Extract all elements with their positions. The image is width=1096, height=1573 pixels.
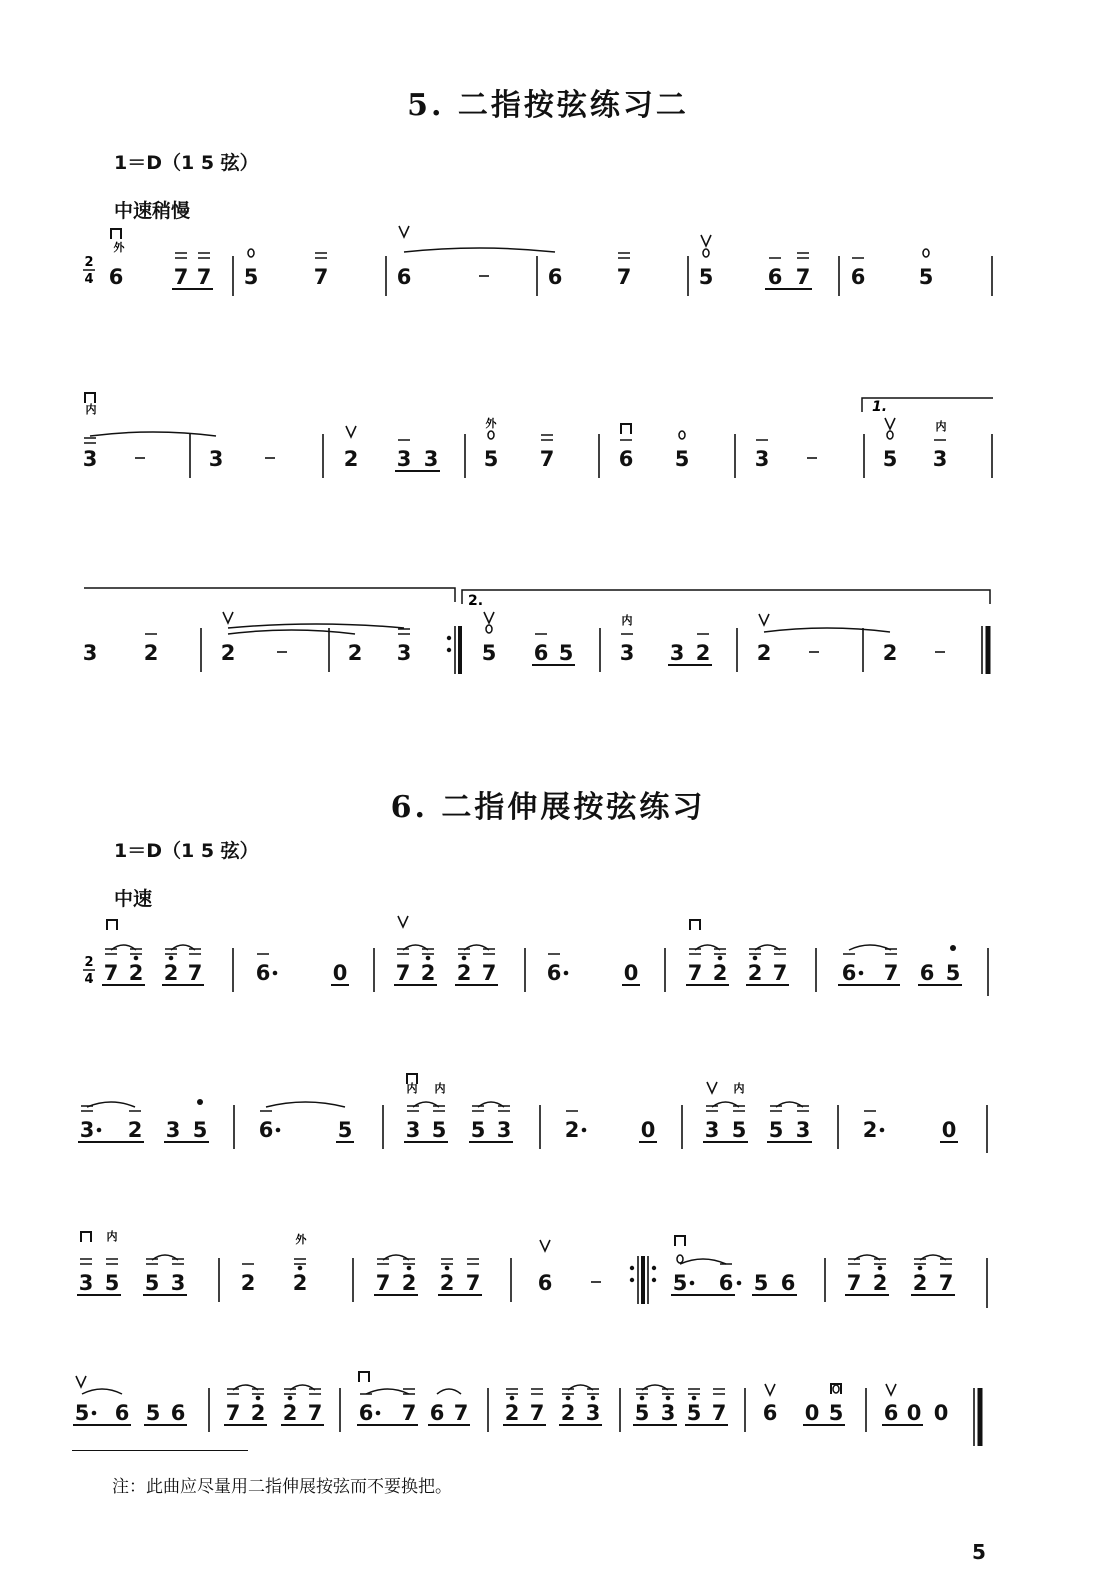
note-100: 2 bbox=[250, 1401, 266, 1425]
note-88: 6 bbox=[718, 1271, 734, 1295]
up-bow-mark bbox=[398, 916, 408, 927]
note-73: 3 bbox=[795, 1118, 811, 1142]
position-mark-wai: 外 bbox=[113, 241, 125, 254]
open-string-mark bbox=[703, 249, 709, 257]
up-bow-mark bbox=[765, 1384, 775, 1395]
note-59: 2 bbox=[127, 1118, 143, 1142]
slur bbox=[90, 432, 216, 436]
note-87: 5 bbox=[672, 1271, 688, 1295]
position-mark-nei: 内 bbox=[621, 614, 633, 627]
note-18: 5 bbox=[483, 447, 499, 471]
open-string-mark bbox=[486, 625, 492, 633]
note-47: 7 bbox=[481, 961, 497, 985]
note-46: 2 bbox=[456, 961, 472, 985]
note-19: 7 bbox=[539, 447, 555, 471]
note-118: 6 bbox=[883, 1401, 899, 1425]
note-61: 5 bbox=[192, 1118, 208, 1142]
note-57: 5 bbox=[945, 961, 961, 985]
up-bow-mark bbox=[885, 418, 895, 429]
down-bow-mark bbox=[675, 1236, 685, 1246]
note-119: 0 bbox=[906, 1401, 922, 1425]
note-33: 3 bbox=[619, 641, 635, 665]
note-52: 2 bbox=[747, 961, 763, 985]
octave-dot bbox=[445, 1266, 450, 1271]
footnote: 注：此曲应尽量用二指伸展按弦而不要换把。 bbox=[112, 1477, 452, 1497]
note-93: 2 bbox=[912, 1271, 928, 1295]
position-mark-nei: 内 bbox=[106, 1230, 118, 1243]
octave-dot bbox=[298, 1266, 303, 1271]
note-25: 3 bbox=[82, 641, 98, 665]
octave-dot bbox=[666, 1396, 671, 1401]
note-72: 5 bbox=[768, 1118, 784, 1142]
augmentation-dot bbox=[376, 1411, 381, 1416]
note-70: 3 bbox=[704, 1118, 720, 1142]
note-45: 2 bbox=[420, 961, 436, 985]
note-102: 7 bbox=[307, 1401, 323, 1425]
note-120: 0 bbox=[933, 1401, 949, 1425]
note-36: 2 bbox=[756, 641, 772, 665]
octave-dot bbox=[169, 956, 174, 961]
note-22: 3 bbox=[754, 447, 770, 471]
note-12: 5 bbox=[918, 265, 934, 289]
note-64: 3 bbox=[405, 1118, 421, 1142]
note-28: 2 bbox=[347, 641, 363, 665]
down-bow-mark bbox=[81, 1232, 91, 1242]
note-106: 7 bbox=[453, 1401, 469, 1425]
note-105: 6 bbox=[429, 1401, 445, 1425]
down-bow-mark bbox=[107, 920, 117, 930]
up-bow-mark bbox=[76, 1376, 86, 1387]
note-114: 7 bbox=[711, 1401, 727, 1425]
piece-1-key: 1＝D（1 5 弦） bbox=[114, 152, 259, 174]
volta-2-label: 2. bbox=[468, 593, 484, 609]
octave-dot bbox=[918, 1266, 923, 1271]
repeat-dot bbox=[447, 648, 451, 652]
up-bow-mark bbox=[399, 226, 409, 237]
volta-1-label: 1. bbox=[872, 399, 888, 415]
repeat-dot bbox=[630, 1266, 634, 1270]
note-54: 6 bbox=[841, 961, 857, 985]
note-63: 5 bbox=[337, 1118, 353, 1142]
open-string-mark bbox=[677, 1255, 683, 1263]
slur bbox=[437, 1389, 461, 1394]
note-67: 3 bbox=[496, 1118, 512, 1142]
staccato-mark bbox=[197, 1099, 203, 1105]
octave-dot bbox=[134, 956, 139, 961]
position-mark-nei: 内 bbox=[85, 403, 97, 416]
volta-bracket bbox=[84, 588, 455, 602]
slur bbox=[82, 1389, 122, 1394]
note-40: 2 bbox=[163, 961, 179, 985]
slur bbox=[87, 1102, 135, 1107]
note-74: 2 bbox=[862, 1118, 878, 1142]
note-7: 7 bbox=[616, 265, 632, 289]
augmentation-dot bbox=[564, 971, 569, 976]
note-86: 6 bbox=[537, 1271, 553, 1295]
note-97: 5 bbox=[145, 1401, 161, 1425]
note-17: 3 bbox=[423, 447, 439, 471]
note-77: 5 bbox=[104, 1271, 120, 1295]
note-10: 7 bbox=[795, 265, 811, 289]
note-13: 3 bbox=[82, 447, 98, 471]
slur bbox=[764, 628, 890, 632]
open-string-mark bbox=[923, 249, 929, 257]
note-6: 6 bbox=[547, 265, 563, 289]
note-14: 3 bbox=[208, 447, 224, 471]
note-2: 7 bbox=[196, 265, 212, 289]
up-bow-mark bbox=[346, 426, 356, 437]
note-34: 3 bbox=[669, 641, 685, 665]
note-65: 5 bbox=[431, 1118, 447, 1142]
note-62: 6 bbox=[258, 1118, 274, 1142]
open-string-mark bbox=[679, 431, 685, 439]
note-103: 6 bbox=[358, 1401, 374, 1425]
augmentation-dot bbox=[737, 1281, 742, 1286]
note-99: 7 bbox=[225, 1401, 241, 1425]
down-bow-mark bbox=[85, 393, 95, 403]
note-50: 7 bbox=[687, 961, 703, 985]
note-111: 5 bbox=[634, 1401, 650, 1425]
slur bbox=[366, 1389, 409, 1394]
note-26: 2 bbox=[143, 641, 159, 665]
note-60: 3 bbox=[165, 1118, 181, 1142]
note-58: 3 bbox=[79, 1118, 95, 1142]
note-91: 7 bbox=[846, 1271, 862, 1295]
augmentation-dot bbox=[273, 971, 278, 976]
note-76: 3 bbox=[78, 1271, 94, 1295]
note-5: 6 bbox=[396, 265, 412, 289]
note-39: 2 bbox=[128, 961, 144, 985]
note-75: 0 bbox=[941, 1118, 957, 1142]
position-mark-nei: 内 bbox=[733, 1082, 745, 1095]
augmentation-dot bbox=[690, 1281, 695, 1286]
augmentation-dot bbox=[880, 1128, 885, 1133]
position-mark-nei: 内 bbox=[406, 1082, 418, 1095]
note-48: 6 bbox=[546, 961, 562, 985]
augmentation-dot bbox=[276, 1128, 281, 1133]
repeat-dot bbox=[630, 1278, 634, 1282]
note-30: 5 bbox=[481, 641, 497, 665]
note-107: 2 bbox=[504, 1401, 520, 1425]
time-sig-1-den: 4 bbox=[84, 272, 94, 287]
down-bow-mark bbox=[111, 229, 121, 239]
augmentation-dot bbox=[97, 1128, 102, 1133]
note-96: 6 bbox=[114, 1401, 130, 1425]
note-8: 5 bbox=[698, 265, 714, 289]
note-24: 3 bbox=[932, 447, 948, 471]
note-68: 2 bbox=[564, 1118, 580, 1142]
slur bbox=[228, 630, 355, 634]
position-mark-wai: 外 bbox=[295, 1233, 307, 1246]
page-number: 5 bbox=[972, 1540, 986, 1564]
note-104: 7 bbox=[401, 1401, 417, 1425]
note-3: 5 bbox=[243, 265, 259, 289]
octave-dot bbox=[288, 1396, 293, 1401]
up-bow-mark bbox=[484, 612, 494, 623]
slur bbox=[266, 1102, 345, 1107]
slur bbox=[849, 945, 891, 950]
octave-dot bbox=[718, 956, 723, 961]
up-bow-mark bbox=[701, 235, 711, 246]
note-56: 6 bbox=[919, 961, 935, 985]
slur bbox=[404, 248, 555, 252]
note-71: 5 bbox=[731, 1118, 747, 1142]
note-53: 7 bbox=[772, 961, 788, 985]
open-string-mark bbox=[833, 1385, 839, 1393]
note-66: 5 bbox=[470, 1118, 486, 1142]
time-sig-2-den: 4 bbox=[84, 972, 94, 987]
time-sig-1-num: 2 bbox=[84, 255, 94, 270]
note-31: 6 bbox=[533, 641, 549, 665]
octave-dot bbox=[566, 1396, 571, 1401]
note-55: 7 bbox=[883, 961, 899, 985]
note-21: 5 bbox=[674, 447, 690, 471]
octave-dot bbox=[878, 1266, 883, 1271]
note-115: 6 bbox=[762, 1401, 778, 1425]
position-mark-nei: 内 bbox=[434, 1082, 446, 1095]
note-90: 6 bbox=[780, 1271, 796, 1295]
piece-2-key: 1＝D（1 5 弦） bbox=[114, 840, 259, 862]
note-69: 0 bbox=[640, 1118, 656, 1142]
note-16: 3 bbox=[396, 447, 412, 471]
note-49: 0 bbox=[623, 961, 639, 985]
octave-dot bbox=[256, 1396, 261, 1401]
piece-2-title: 6. 二指伸展按弦练习 bbox=[390, 790, 706, 825]
time-sig-2-num: 2 bbox=[84, 955, 94, 970]
down-bow-mark bbox=[359, 1372, 369, 1382]
up-bow-mark bbox=[540, 1240, 550, 1251]
piece-1-title: 5. 二指按弦练习二 bbox=[407, 88, 689, 123]
note-113: 5 bbox=[686, 1401, 702, 1425]
note-43: 0 bbox=[332, 961, 348, 985]
repeat-dot bbox=[652, 1266, 656, 1270]
note-42: 6 bbox=[255, 961, 271, 985]
note-0: 6 bbox=[108, 265, 124, 289]
octave-dot bbox=[426, 956, 431, 961]
note-116: 0 bbox=[804, 1401, 820, 1425]
staccato-mark bbox=[950, 945, 956, 951]
up-bow-mark bbox=[759, 614, 769, 625]
note-94: 7 bbox=[938, 1271, 954, 1295]
volta-bracket bbox=[462, 590, 990, 604]
note-117: 5 bbox=[828, 1401, 844, 1425]
note-41: 7 bbox=[187, 961, 203, 985]
note-37: 2 bbox=[882, 641, 898, 665]
note-79: 3 bbox=[170, 1271, 186, 1295]
note-38: 7 bbox=[103, 961, 119, 985]
augmentation-dot bbox=[859, 971, 864, 976]
slur bbox=[680, 1259, 726, 1264]
note-112: 3 bbox=[660, 1401, 676, 1425]
note-23: 5 bbox=[882, 447, 898, 471]
note-44: 7 bbox=[395, 961, 411, 985]
augmentation-dot bbox=[92, 1411, 97, 1416]
note-35: 2 bbox=[695, 641, 711, 665]
footnote-rule bbox=[72, 1450, 248, 1451]
note-29: 3 bbox=[396, 641, 412, 665]
down-bow-mark bbox=[690, 920, 700, 930]
repeat-dot bbox=[652, 1278, 656, 1282]
octave-dot bbox=[591, 1396, 596, 1401]
octave-dot bbox=[692, 1396, 697, 1401]
open-string-mark bbox=[488, 431, 494, 439]
down-bow-mark bbox=[621, 424, 631, 434]
note-101: 2 bbox=[282, 1401, 298, 1425]
note-81: 2 bbox=[292, 1271, 308, 1295]
octave-dot bbox=[510, 1396, 515, 1401]
octave-dot bbox=[753, 956, 758, 961]
note-20: 6 bbox=[618, 447, 634, 471]
note-78: 5 bbox=[144, 1271, 160, 1295]
open-string-mark bbox=[887, 431, 893, 439]
repeat-dot bbox=[447, 636, 451, 640]
octave-dot bbox=[462, 956, 467, 961]
note-83: 2 bbox=[401, 1271, 417, 1295]
note-95: 5 bbox=[74, 1401, 90, 1425]
note-32: 5 bbox=[558, 641, 574, 665]
note-98: 6 bbox=[170, 1401, 186, 1425]
note-4: 7 bbox=[313, 265, 329, 289]
piece-1-tempo: 中速稍慢 bbox=[114, 200, 191, 222]
note-27: 2 bbox=[220, 641, 236, 665]
note-84: 2 bbox=[439, 1271, 455, 1295]
open-string-mark bbox=[248, 249, 254, 257]
note-1: 7 bbox=[173, 265, 189, 289]
position-mark-nei: 内 bbox=[935, 420, 947, 433]
up-bow-mark bbox=[223, 612, 233, 623]
note-11: 6 bbox=[850, 265, 866, 289]
note-82: 7 bbox=[375, 1271, 391, 1295]
note-51: 2 bbox=[712, 961, 728, 985]
note-108: 7 bbox=[529, 1401, 545, 1425]
position-mark-wai: 外 bbox=[485, 417, 497, 430]
piece-2-tempo: 中速 bbox=[114, 888, 153, 910]
note-109: 2 bbox=[560, 1401, 576, 1425]
note-9: 6 bbox=[767, 265, 783, 289]
up-bow-mark bbox=[886, 1384, 896, 1395]
note-89: 5 bbox=[753, 1271, 769, 1295]
note-15: 2 bbox=[343, 447, 359, 471]
augmentation-dot bbox=[582, 1128, 587, 1133]
note-85: 7 bbox=[465, 1271, 481, 1295]
octave-dot bbox=[640, 1396, 645, 1401]
note-80: 2 bbox=[240, 1271, 256, 1295]
octave-dot bbox=[407, 1266, 412, 1271]
slur bbox=[228, 624, 404, 628]
note-92: 2 bbox=[872, 1271, 888, 1295]
note-110: 3 bbox=[585, 1401, 601, 1425]
up-bow-mark bbox=[707, 1082, 717, 1093]
